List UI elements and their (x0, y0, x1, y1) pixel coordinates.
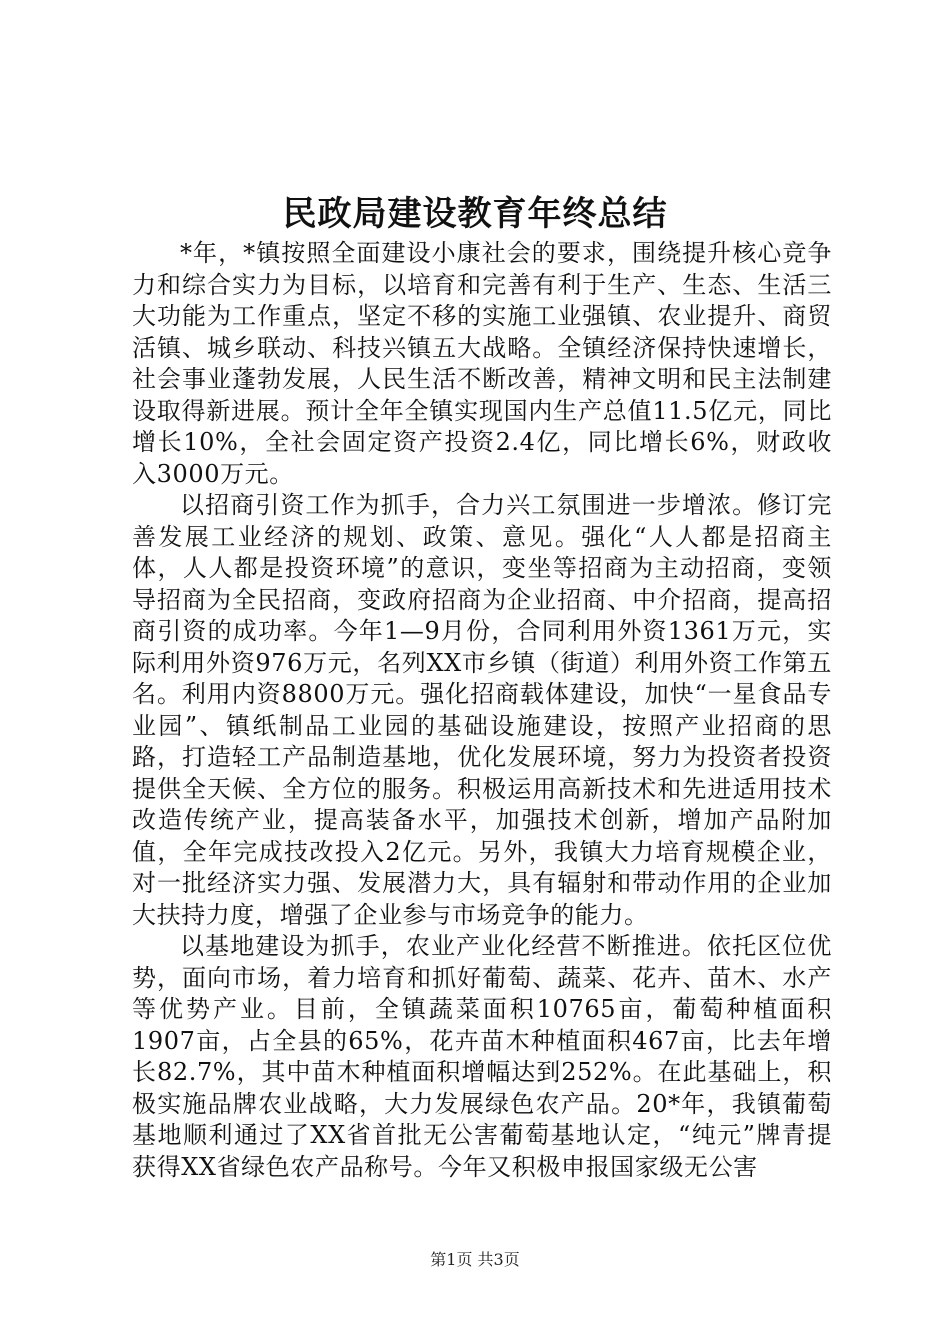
page-footer (0, 1247, 950, 1270)
paragraph-2: 以招商引资工作为抓手，合力兴工氛围进一步增浓。修订完善发展工业经济的规划、政策、意见。强化“人人都是招商主体，人人都是投资环境”的意识，变坐等招商为主动招商，变领导招商为全民招商，变政府招商为企业招商、中介招商，提高招商引资的成功率。今年1—9月份，合同利用外资1361万元，实际利用外资976万元，名列XX市乡镇（街道）利用外资工作第五名。利用内资8800万元。强化招商载体建设，加快“一星食品专业园”、镇纸制品工业园的基础设施建设，按照产业招商的思路，打造轻工产品制造基地，优化发展环境，努力为投资者投资提供全天候、全方位的服务。积极运用高新技术和先进适用技术改造传统产业，提高装备水平，加强技术创新，增加产品附加值，全年完成技改投入2亿元。另外，我镇大力培育规模企业，对一批经济实力强、发展潜力大，具有辐射和带动作用的企业加大扶持力度，增强了企业参与市场竞争的能力。 (132, 491, 832, 929)
paragraph-1: *年，*镇按照全面建设小康社会的要求，围绕提升核心竞争力和综合实力为目标，以培育和完善有利于生产、生态、生活三大功能为工作重点，坚定不移的实施工业强镇、农业提升、商贸活镇、城乡联动、科技兴镇五大战略。全镇经济保持快速增长，社会事业蓬勃发展，人民生活不断改善，精神文明和民主法制建设取得新进展。预计全年全镇实现国内生产总值11.5亿元，同比增长10%，全社会固定资产投资2.4亿，同比增长6%，财政收入3000万元。 (132, 239, 832, 488)
page-number-label: 第1页 共3页 (430, 1250, 520, 1269)
document-body (132, 238, 832, 1183)
paragraph-3: 以基地建设为抓手，农业产业化经营不断推进。依托区位优势，面向市场，着力培育和抓好葡萄、蔬菜、花卉、苗木、水产等优势产业。目前，全镇蔬菜面积10765亩，葡萄种植面积1907亩，占全县的65%，花卉苗木种植面积467亩，比去年增长82.7%，其中苗木种植面积增幅达到252%。在此基础上，积极实施品牌农业战略，大力发展绿色农产品。20*年，我镇葡萄基地顺利通过了XX省首批无公害葡萄基地认定，“纯元”牌青提获得XX省绿色农产品称号。今年又积极申报国家级无公害 (132, 932, 832, 1181)
document-title: 民政局建设教育年终总结 (282, 194, 668, 234)
